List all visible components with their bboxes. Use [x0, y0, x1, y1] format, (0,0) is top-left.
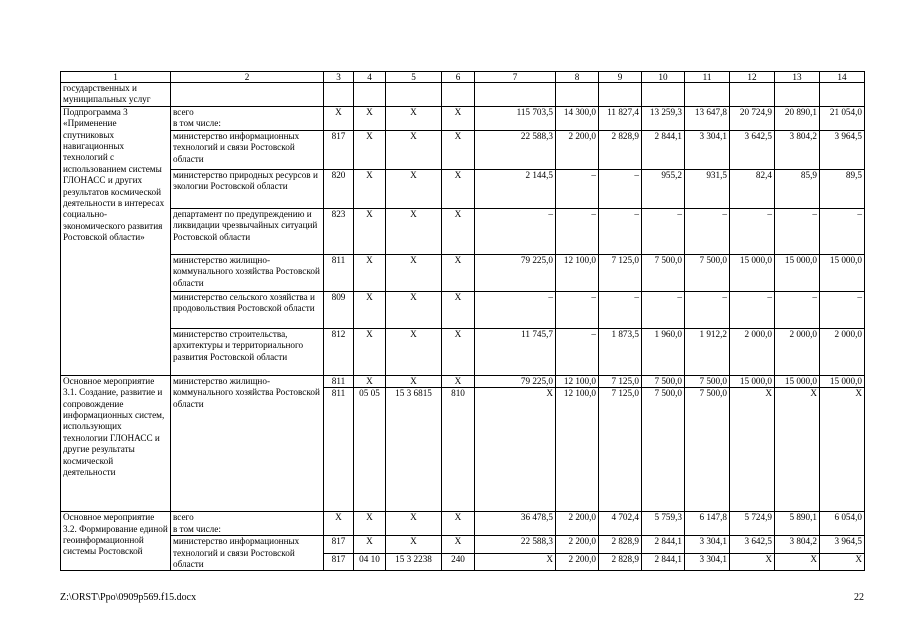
column-header: 11	[685, 72, 730, 83]
table-cell: 817	[324, 536, 354, 554]
table-cell: 7 125,0	[599, 375, 642, 387]
table-cell: X	[354, 328, 386, 375]
table-cell: 2 200,0	[556, 553, 599, 571]
table-cell: X	[354, 536, 386, 554]
table-cell: 85,9	[775, 169, 820, 208]
table-cell: всего в том числе:	[171, 106, 324, 130]
table-cell: 115 703,5	[475, 106, 556, 130]
table-cell: 823	[324, 208, 354, 254]
table-cell: X	[775, 388, 820, 512]
table-cell: –	[556, 169, 599, 208]
table-cell: 3 964,5	[820, 536, 865, 554]
table-cell: 2 000,0	[820, 328, 865, 375]
table-cell: 2 828,9	[599, 130, 642, 169]
empty-cell	[442, 83, 475, 107]
table-cell: 82,4	[730, 169, 775, 208]
table-cell: 15 000,0	[820, 375, 865, 387]
table-cell: 1 873,5	[599, 328, 642, 375]
page-number: 22	[854, 592, 864, 603]
empty-cell	[171, 83, 324, 107]
table-cell: министерство природных ресурсов и экологии Ростовской области	[171, 169, 324, 208]
empty-cell	[386, 83, 442, 107]
table-cell: X	[354, 512, 386, 536]
table-cell: –	[685, 291, 730, 328]
column-header: 5	[386, 72, 442, 83]
empty-cell	[820, 83, 865, 107]
table-cell: 15 3 2238	[386, 553, 442, 571]
table-cell: 3 804,2	[775, 536, 820, 554]
table-cell: 5 724,9	[730, 512, 775, 536]
table-cell: 5 890,1	[775, 512, 820, 536]
table-cell: –	[642, 208, 685, 254]
table-cell: 7 500,0	[685, 375, 730, 387]
table-cell: 810	[442, 388, 475, 512]
table-cell: X	[354, 106, 386, 130]
column-header: 4	[354, 72, 386, 83]
table-cell: X	[442, 106, 475, 130]
empty-cell	[685, 83, 730, 107]
program-name-cell: Основное мероприятие 3.1. Создание, развитие и сопровождение информационных систем, использующих технологии ГЛОНАСС и другие результаты космической деятельности	[61, 375, 171, 511]
table-cell: X	[442, 328, 475, 375]
column-header: 2	[171, 72, 324, 83]
responsible-cell: министерство жилищно-коммунального хозяйства Ростовской области	[171, 375, 324, 511]
table-cell: 15 000,0	[820, 254, 865, 291]
table-cell: 4 702,4	[599, 512, 642, 536]
empty-cell	[354, 83, 386, 107]
table-cell: X	[354, 375, 386, 387]
table-cell: –	[730, 291, 775, 328]
table-cell: X	[386, 106, 442, 130]
column-header: 3	[324, 72, 354, 83]
table-cell: 1 960,0	[642, 328, 685, 375]
table-cell: 1 912,2	[685, 328, 730, 375]
column-header: 14	[820, 72, 865, 83]
table-cell: 79 225,0	[475, 375, 556, 387]
table-cell: 14 300,0	[556, 106, 599, 130]
table-cell: 811	[324, 388, 354, 512]
table-cell: X	[324, 106, 354, 130]
table-cell: X	[775, 553, 820, 571]
table-cell: 11 827,4	[599, 106, 642, 130]
table-cell: 812	[324, 328, 354, 375]
table-cell: –	[556, 208, 599, 254]
table-cell: 809	[324, 291, 354, 328]
table-cell: –	[775, 291, 820, 328]
table-cell: X	[354, 169, 386, 208]
table-cell: 2 844,1	[642, 536, 685, 554]
table-cell: 3 642,5	[730, 536, 775, 554]
table-row	[61, 328, 865, 375]
table-row	[61, 169, 865, 208]
table-row	[61, 83, 865, 107]
table-cell: X	[442, 208, 475, 254]
table-cell: –	[642, 291, 685, 328]
table-cell: министерство строительства, архитектуры и территориального развития Ростовской области	[171, 328, 324, 375]
table-cell: 5 759,3	[642, 512, 685, 536]
table-cell: X	[354, 130, 386, 169]
table-cell: X	[386, 291, 442, 328]
table-cell: X	[386, 130, 442, 169]
table-cell: 240	[442, 553, 475, 571]
table-cell: X	[442, 130, 475, 169]
table-cell: 3 304,1	[685, 130, 730, 169]
table-cell: X	[442, 254, 475, 291]
table-cell: X	[442, 536, 475, 554]
table-cell: –	[599, 291, 642, 328]
table-cell: 2 000,0	[730, 328, 775, 375]
table-body	[61, 72, 865, 571]
table-cell: –	[475, 291, 556, 328]
responsible-cell: министерство информационных технологий и связи Ростовской области	[171, 536, 324, 571]
table-cell: X	[324, 512, 354, 536]
column-header: 9	[599, 72, 642, 83]
table-cell: –	[820, 291, 865, 328]
table-cell: 20 890,1	[775, 106, 820, 130]
table-cell: X	[442, 375, 475, 387]
table-cell: 3 964,5	[820, 130, 865, 169]
table-cell: –	[556, 291, 599, 328]
table-row	[61, 375, 865, 387]
table-cell: –	[475, 208, 556, 254]
table-cell: 2 828,9	[599, 536, 642, 554]
table-cell: 2 000,0	[775, 328, 820, 375]
table-cell: X	[730, 388, 775, 512]
table-cell: X	[386, 328, 442, 375]
table-cell: –	[820, 208, 865, 254]
table-cell: 2 200,0	[556, 536, 599, 554]
table-cell: 2 144,5	[475, 169, 556, 208]
empty-cell	[642, 83, 685, 107]
table-cell: 15 3 6815	[386, 388, 442, 512]
table-cell: 15 000,0	[775, 375, 820, 387]
table-cell: министерство жилищно-коммунального хозяйства Ростовской области	[171, 254, 324, 291]
table-cell: –	[599, 169, 642, 208]
table-cell: X	[442, 291, 475, 328]
table-cell: 2 200,0	[556, 512, 599, 536]
table-row	[61, 106, 865, 130]
table-cell: X	[442, 169, 475, 208]
table-cell: 817	[324, 130, 354, 169]
program-name-cell: Основное мероприятие 3.2. Формирование единой геоинформационной системы Ростовской	[61, 512, 171, 571]
empty-cell	[599, 83, 642, 107]
column-header: 7	[475, 72, 556, 83]
table-cell: 11 745,7	[475, 328, 556, 375]
table-cell: 820	[324, 169, 354, 208]
program-name-cell: Подпрограмма 3 «Применение спутниковых навигационных технологий с использованием системы ГЛОНАСС и других результатов космической деятельности в интересах социально-экономического развития Ростовской области»	[61, 106, 171, 375]
table-cell: 15 000,0	[730, 254, 775, 291]
table-row	[61, 512, 865, 536]
table-cell: 3 304,1	[685, 553, 730, 571]
table-cell: 13 647,8	[685, 106, 730, 130]
table-cell: 6 054,0	[820, 512, 865, 536]
table-row	[61, 208, 865, 254]
empty-cell	[730, 83, 775, 107]
table-cell: 22 588,3	[475, 536, 556, 554]
table-cell: X	[386, 375, 442, 387]
column-header: 13	[775, 72, 820, 83]
table-cell: 7 125,0	[599, 388, 642, 512]
program-name-cell: государственных и муниципальных услуг	[61, 83, 171, 107]
header-row	[61, 72, 865, 83]
empty-cell	[475, 83, 556, 107]
table-cell: X	[820, 388, 865, 512]
table-cell: 2 200,0	[556, 130, 599, 169]
table-cell: X	[386, 536, 442, 554]
table-cell: –	[599, 208, 642, 254]
table-cell: 7 125,0	[599, 254, 642, 291]
table-cell: 955,2	[642, 169, 685, 208]
column-header: 8	[556, 72, 599, 83]
table-cell: 3 304,1	[685, 536, 730, 554]
table-cell: X	[475, 388, 556, 512]
table-cell: 13 259,3	[642, 106, 685, 130]
table-cell: 3 804,2	[775, 130, 820, 169]
table-cell: –	[775, 208, 820, 254]
column-header: 10	[642, 72, 685, 83]
column-header: 1	[61, 72, 171, 83]
table-cell: 36 478,5	[475, 512, 556, 536]
table-cell: 3 642,5	[730, 130, 775, 169]
table-cell: X	[354, 254, 386, 291]
table-cell: 12 100,0	[556, 375, 599, 387]
table-cell: 20 724,9	[730, 106, 775, 130]
table-cell: X	[475, 553, 556, 571]
table-cell: –	[556, 328, 599, 375]
table-cell: 05 05	[354, 388, 386, 512]
budget-table	[60, 71, 865, 571]
column-header: 6	[442, 72, 475, 83]
table-cell: X	[354, 208, 386, 254]
table-cell: министерство информационных технологий и связи Ростовской области	[171, 130, 324, 169]
table-cell: X	[386, 208, 442, 254]
table-cell: 7 500,0	[685, 254, 730, 291]
table-cell: 817	[324, 553, 354, 571]
empty-cell	[775, 83, 820, 107]
table-cell: 7 500,0	[685, 388, 730, 512]
column-header: 12	[730, 72, 775, 83]
table-cell: X	[386, 512, 442, 536]
table-cell: 04 10	[354, 553, 386, 571]
table-cell: X	[730, 553, 775, 571]
empty-cell	[324, 83, 354, 107]
table-cell: всего в том числе:	[171, 512, 324, 536]
file-path: Z:\ORST\Ppo\0909p569.f15.docx	[60, 592, 197, 603]
table-cell: 811	[324, 375, 354, 387]
table-row	[61, 130, 865, 169]
table-cell: 2 828,9	[599, 553, 642, 571]
table-cell: X	[442, 512, 475, 536]
table-cell: X	[820, 553, 865, 571]
table-cell: –	[685, 208, 730, 254]
table-cell: 811	[324, 254, 354, 291]
table-cell: 79 225,0	[475, 254, 556, 291]
table-cell: 89,5	[820, 169, 865, 208]
table-cell: 15 000,0	[730, 375, 775, 387]
table-cell: 7 500,0	[642, 375, 685, 387]
table-cell: 7 500,0	[642, 254, 685, 291]
table-cell: 15 000,0	[775, 254, 820, 291]
table-cell: X	[386, 254, 442, 291]
table-row	[61, 536, 865, 554]
table-cell: –	[730, 208, 775, 254]
table-row	[61, 291, 865, 328]
table-cell: 2 844,1	[642, 130, 685, 169]
table-row	[61, 254, 865, 291]
table-cell: 931,5	[685, 169, 730, 208]
table-cell: X	[386, 169, 442, 208]
table-cell: департамент по предупреждению и ликвидации чрезвычайных ситуаций Ростовской области	[171, 208, 324, 254]
table-cell: 7 500,0	[642, 388, 685, 512]
table-cell: 12 100,0	[556, 254, 599, 291]
table-cell: 2 844,1	[642, 553, 685, 571]
table-cell: 6 147,8	[685, 512, 730, 536]
table-cell: 21 054,0	[820, 106, 865, 130]
table-cell: 22 588,3	[475, 130, 556, 169]
empty-cell	[556, 83, 599, 107]
table-cell: министерство сельского хозяйства и продовольствия Ростовской области	[171, 291, 324, 328]
table-cell: 12 100,0	[556, 388, 599, 512]
table-cell: X	[354, 291, 386, 328]
